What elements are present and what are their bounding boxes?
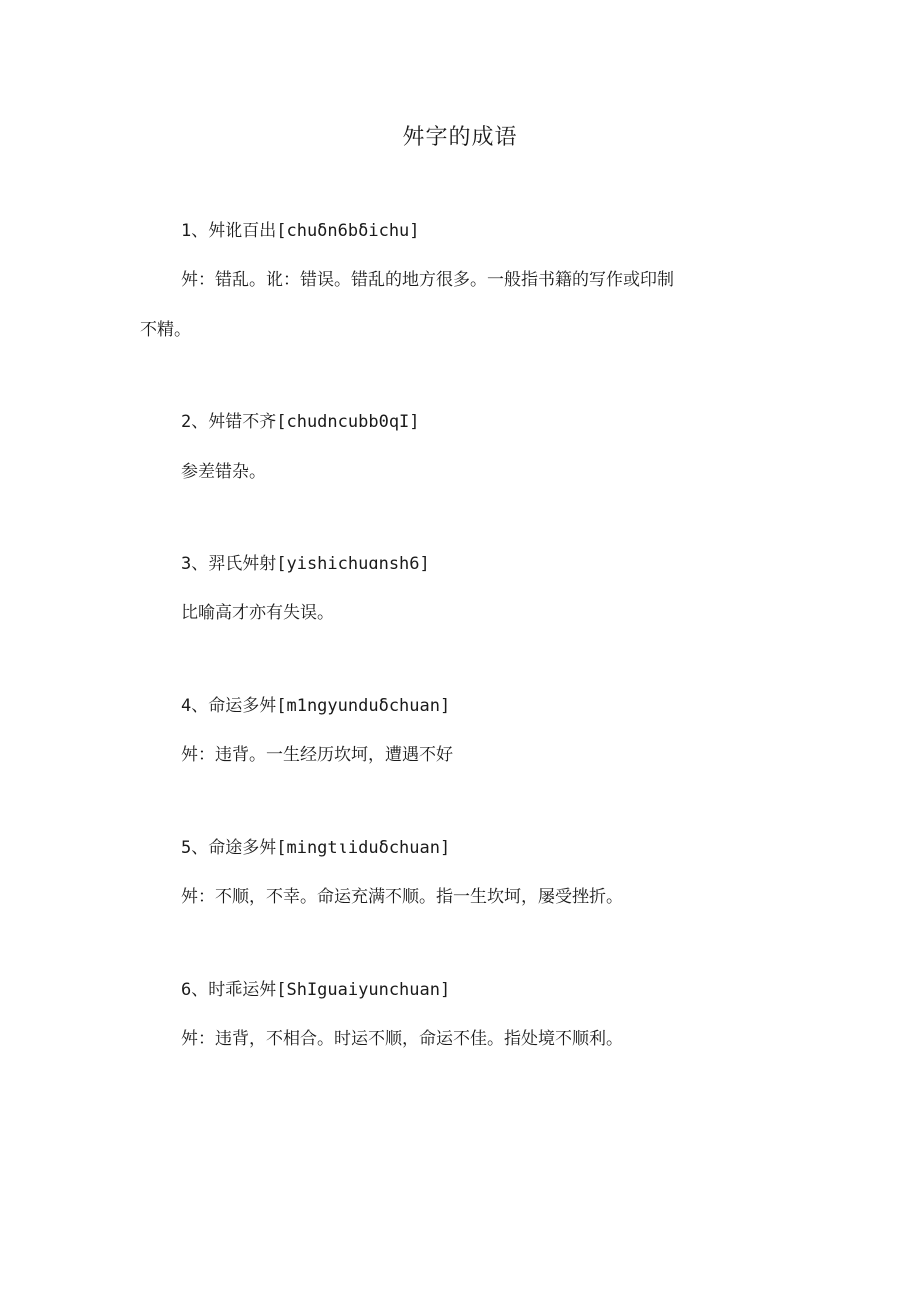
idiom-heading-3: 3、羿氏舛射[yishichuɑnsh6]	[181, 554, 430, 574]
idiom-definition-2: 参差错杂。	[181, 462, 266, 482]
idiom-definition-1-line-1: 舛：错乱。讹：错误。错乱的地方很多。一般指书籍的写作或印制	[181, 270, 674, 290]
idiom-heading-5: 5、命途多舛[mingtιiduδchuan]	[181, 838, 451, 858]
idiom-heading-2: 2、舛错不齐[chudncubb0qI]	[181, 412, 420, 432]
idiom-definition-4: 舛：违背。一生经历坎坷，遭遇不好	[181, 745, 453, 765]
idiom-heading-6: 6、时乖运舛[ShΙguaiyunchuan]	[181, 980, 451, 1000]
idiom-definition-5: 舛：不顺，不幸。命运充满不顺。指一生坎坷，屡受挫折。	[181, 887, 623, 907]
idiom-heading-1: 1、舛讹百出[chuδn6bδichu]	[181, 221, 420, 241]
idiom-definition-3: 比喻高才亦有失误。	[181, 603, 334, 623]
idiom-definition-1-line-2: 不精。	[140, 320, 191, 340]
idiom-definition-6: 舛：违背，不相合。时运不顺，命运不佳。指处境不顺利。	[181, 1029, 623, 1049]
idiom-heading-4: 4、命运多舛[m1ngyunduδchuan]	[181, 696, 451, 716]
document-title: 舛字的成语	[402, 125, 518, 150]
